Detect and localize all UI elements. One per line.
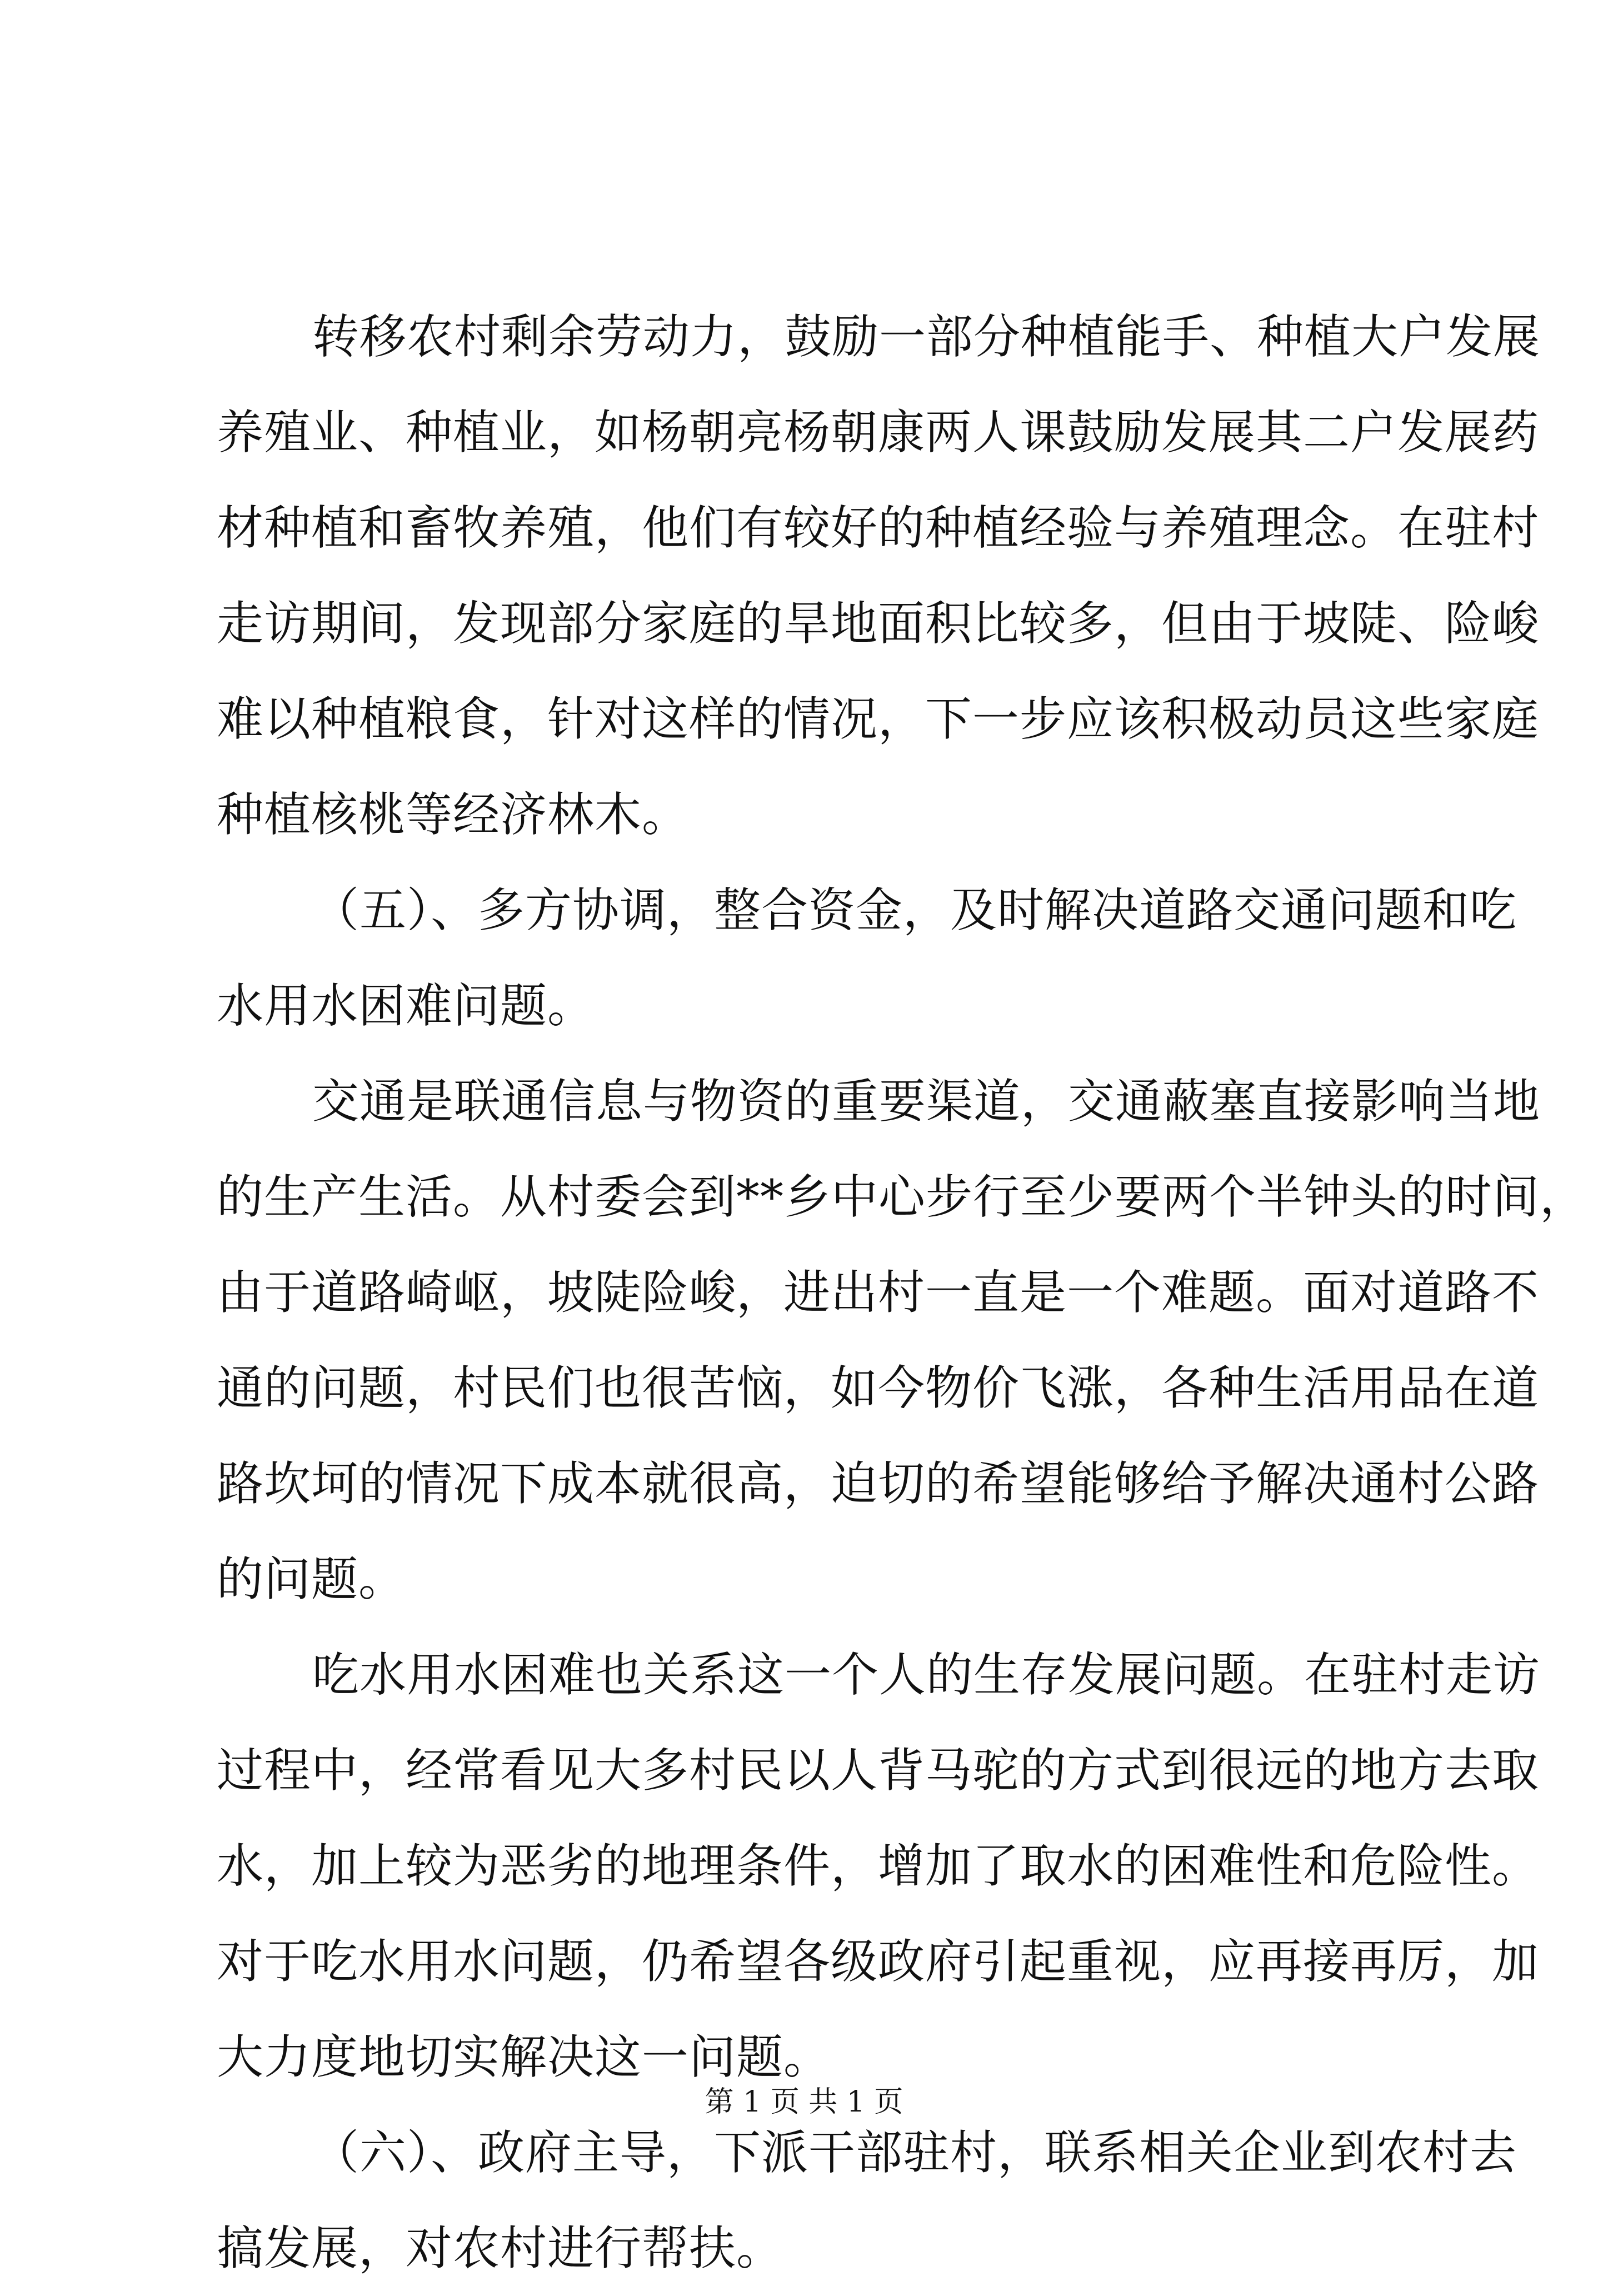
paragraph-line: 吃水用水困难也关系这一个人的生存发展问题。在驻村走访 [312, 1648, 1541, 1702]
paragraph-line: 过程中，经常看见大多村民以人背马驼的方式到很远的地方去取 [217, 1743, 1540, 1798]
paragraph-line: 的问题。 [217, 1552, 406, 1606]
paragraph-line: 养殖业、种植业，如杨朝亮杨朝康两人课鼓励发展其二户发展药 [217, 405, 1540, 460]
paragraph-line: 种植核桃等经济林木。 [217, 787, 690, 842]
document-body [217, 289, 1587, 2296]
paragraph-line: 水，加上较为恶劣的地理条件，增加了取水的困难性和危险性。 [217, 1839, 1540, 1893]
section-heading-line: 搞发展，对农村进行帮扶。 [217, 2221, 784, 2275]
paragraph-line: 由于道路崎岖，坡陡险峻，进出村一直是一个难题。面对道路不 [217, 1265, 1540, 1320]
page-number-footer: 第 1 页 共 1 页 [705, 2085, 903, 2119]
paragraph-line: 转移农村剩余劳动力，鼓励一部分种植能手、种植大户发展 [312, 310, 1541, 364]
section-heading-line: （六）、政府主导，下派干部驻村，联系相关企业到农村去 [312, 2125, 1517, 2180]
paragraph-line: 难以种植粮食，针对这样的情况，下一步应该积极动员这些家庭 [217, 692, 1540, 746]
paragraph-line: 对于吃水用水问题，仍希望各级政府引起重视，应再接再厉，加 [217, 1934, 1540, 1989]
paragraph-line: 材种植和畜牧养殖，他们有较好的种植经验与养殖理念。在驻村 [217, 501, 1540, 555]
paragraph-line: 路坎坷的情况下成本就很高，迫切的希望能够给予解决通村公路 [217, 1456, 1540, 1511]
paragraph-line: 通的问题，村民们也很苦恼，如今物价飞涨，各种生活用品在道 [217, 1361, 1540, 1415]
paragraph-line: 的生产生活。从村委会到**乡中心步行至少要两个半钟头的时间， [217, 1170, 1587, 1224]
section-heading-line: （五）、多方协调，整合资金，及时解决道路交通问题和吃 [312, 883, 1517, 937]
section-heading-line: 水用水困难问题。 [217, 979, 595, 1033]
paragraph-line: 大力度地切实解决这一问题。 [217, 2030, 831, 2084]
paragraph-line: 交通是联通信息与物资的重要渠道，交通蔽塞直接影响当地 [312, 1074, 1541, 1129]
paragraph-line: 走访期间，发现部分家庭的旱地面积比较多，但由于坡陡、险峻 [217, 596, 1540, 651]
